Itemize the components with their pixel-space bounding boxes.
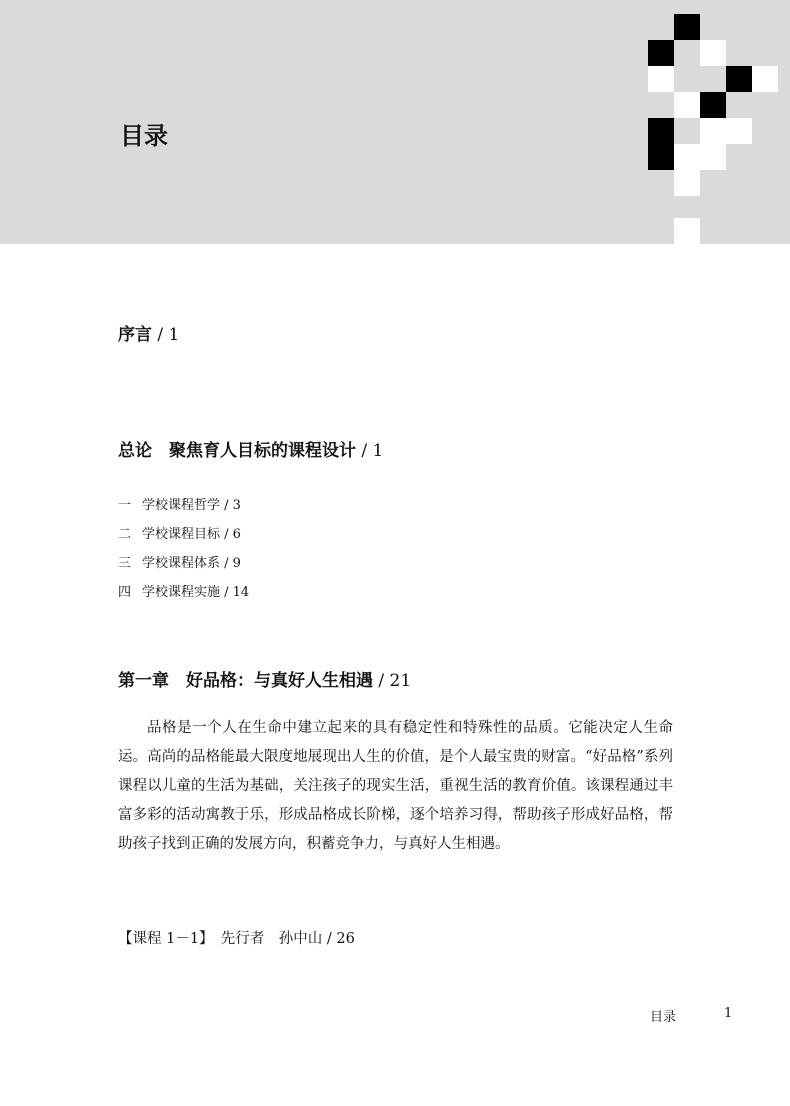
toc-item[interactable] xyxy=(118,523,241,542)
toc-page: / 21 xyxy=(373,671,412,691)
toc-item[interactable] xyxy=(118,552,241,571)
toc-label: 总论 聚焦育人目标的课程设计 xyxy=(118,441,356,461)
footer-section: 目录 xyxy=(650,1010,677,1025)
toc-page: / 1 xyxy=(152,325,180,345)
page-number: 1 xyxy=(724,1006,733,1021)
toc-item-label: 学校课程体系 / 9 xyxy=(142,556,241,571)
toc-item-label: 学校课程目标 / 6 xyxy=(142,527,241,542)
page-title: 目录 xyxy=(120,122,168,150)
toc-course-item[interactable]: 【课程 1－1】 先行者 孙中山 / 26 xyxy=(118,931,355,947)
toc-item-label: 学校课程哲学 / 3 xyxy=(142,498,241,513)
toc-page: / 1 xyxy=(356,441,384,461)
toc-item[interactable] xyxy=(118,581,249,600)
toc-label: 序言 xyxy=(118,325,152,345)
toc-item-label: 学校课程实施 / 14 xyxy=(142,585,250,600)
toc-intro[interactable] xyxy=(118,436,383,461)
toc-item-number: 四 xyxy=(118,585,132,600)
toc-label: 第一章 好品格：与真好人生相遇 xyxy=(118,671,373,691)
toc-item-number: 三 xyxy=(118,556,132,571)
toc-item-number: 二 xyxy=(118,527,132,542)
chapter-description: 品格是一个人在生命中建立起来的具有稳定性和特殊性的品质。它能决定人生命运。高尚的品格能最大限度地展现出人生的价值，是个人最宝贵的财富。“好品格”系列课程以儿童的生活为基础，关注孩子的现实生活，重视生活的教育价值。该课程通过丰富多彩的活动寓教于乐，形成品格成长阶梯，逐个培养习得，帮助孩子形成好品格，帮助孩子找到正确的发展方向，积蓄竞争力，与真好人生相遇。 xyxy=(118,720,673,852)
toc-chapter-1[interactable] xyxy=(118,666,411,691)
toc-preface[interactable] xyxy=(118,320,179,345)
toc-item-number: 一 xyxy=(118,498,132,513)
toc-item[interactable] xyxy=(118,494,241,513)
